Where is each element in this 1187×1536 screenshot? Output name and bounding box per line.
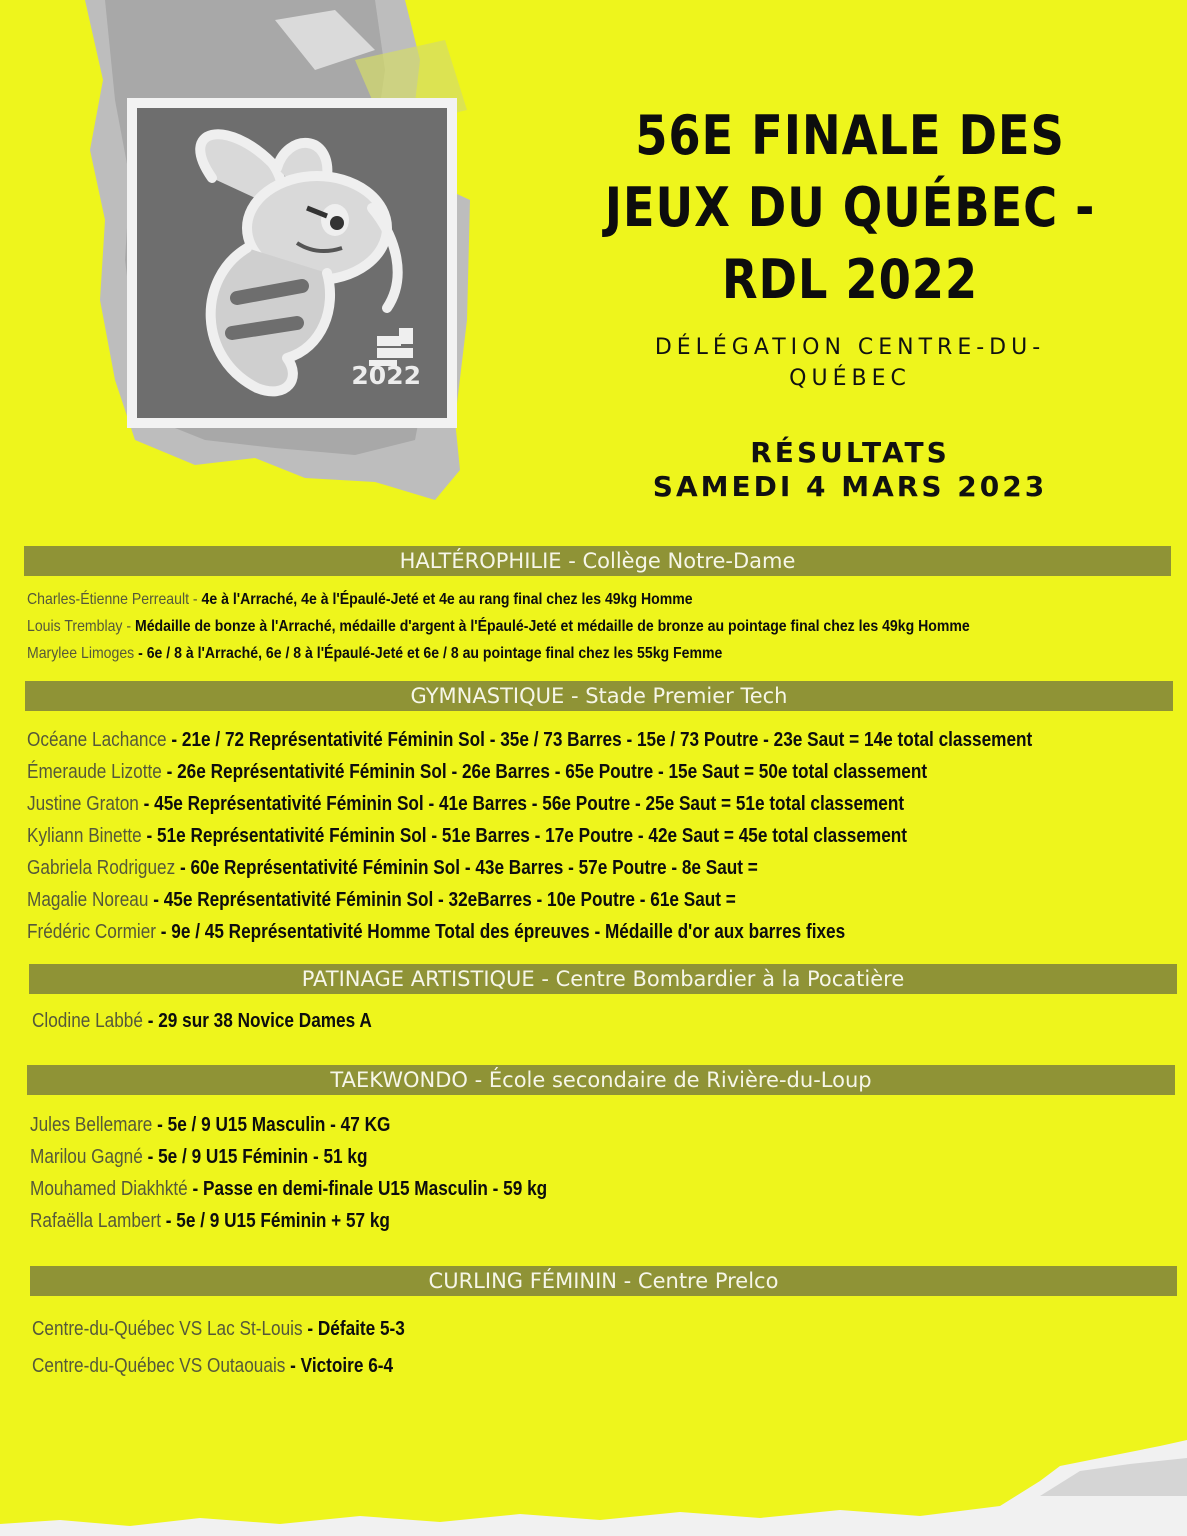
- title-line-1: 56E FINALE DES: [635, 104, 1065, 167]
- result-row: [27, 825, 907, 848]
- result-detail: - 5e / 9 U15 Féminin + 57 kg: [165, 1210, 390, 1232]
- result-detail: - 21e / 72 Représentativité Féminin Sol - 35e / 73 Barres - 15e / 73 Poutre - 23e Saut = 14e total classement: [171, 729, 1033, 751]
- result-row: [27, 921, 845, 944]
- result-row: [27, 761, 927, 784]
- results-line-1: RÉSULTATS: [750, 436, 950, 469]
- delegation-subtitle: [560, 332, 1140, 394]
- result-detail: - 6e / 8 à l'Arraché, 6e / 8 à l'Épaulé-Jeté et 6e / 8 au pointage final chez les 55kg Femme: [138, 645, 723, 662]
- athlete-name: Kyliann Binette: [27, 825, 147, 847]
- result-detail: Médaille de bonze à l'Arraché, médaille d'argent à l'Épaulé-Jeté et médaille de bronze au pointage final chez les 49kg Homme: [134, 618, 970, 635]
- section-header-gymnastique: GYMNASTIQUE - Stade Premier Tech: [25, 681, 1173, 711]
- result-row: [30, 1178, 547, 1201]
- athlete-name: Émeraude Lizotte: [27, 761, 167, 783]
- athlete-name: Louis Tremblay -: [27, 618, 135, 635]
- logo-panel: [137, 108, 447, 418]
- section-header-curling: CURLING FÉMININ - Centre Prelco: [30, 1266, 1177, 1296]
- athlete-name: Frédéric Cormier: [27, 921, 161, 943]
- match-result: - Défaite 5-3: [307, 1318, 405, 1340]
- results-date: SAMEDI 4 MARS 2023: [652, 470, 1048, 503]
- result-detail: - 60e Représentativité Féminin Sol - 43e Barres - 57e Poutre - 8e Saut =: [179, 857, 758, 879]
- result-row: [32, 1010, 372, 1033]
- title-line-3: RDL 2022: [721, 248, 979, 311]
- result-detail: - 29 sur 38 Novice Dames A: [147, 1010, 372, 1032]
- result-row: [32, 1355, 393, 1378]
- athlete-name: Mouhamed Diakhkté: [30, 1178, 193, 1200]
- match-result: - Victoire 6-4: [290, 1355, 394, 1377]
- result-detail: 4e à l'Arraché, 4e à l'Épaulé-Jeté et 4e au rang final chez les 49kg Homme: [201, 591, 693, 608]
- result-detail: - 9e / 45 Représentativité Homme Total des épreuves - Médaille d'or aux barres fixes: [160, 921, 846, 943]
- header: [560, 100, 1140, 504]
- section-header-taekwondo: TAEKWONDO - École secondaire de Rivière-du-Loup: [27, 1065, 1175, 1095]
- result-detail: - 5e / 9 U15 Féminin - 51 kg: [147, 1146, 368, 1168]
- section-header-halterophilie: HALTÉROPHILIE - Collège Notre-Dame: [24, 546, 1171, 576]
- athlete-name: Marilou Gagné: [30, 1146, 148, 1168]
- page-title: [601, 100, 1100, 316]
- result-row: [30, 1146, 367, 1169]
- section-header-patinage: PATINAGE ARTISTIQUE - Centre Bombardier à la Pocatière: [29, 964, 1177, 994]
- result-row: [27, 645, 722, 663]
- result-row: [32, 1318, 405, 1341]
- delegation-line-1: DÉLÉGATION CENTRE-DU-: [654, 335, 1046, 360]
- result-detail: - 51e Représentativité Féminin Sol - 51e Barres - 17e Poutre - 42e Saut = 45e total classement: [146, 825, 907, 847]
- logo-year: 2022: [351, 361, 421, 390]
- athlete-name: Marylee Limoges: [27, 645, 139, 662]
- result-detail: - Passe en demi-finale U15 Masculin - 59 kg: [192, 1178, 548, 1200]
- match-teams: Centre-du-Québec VS Outaouais: [32, 1355, 291, 1377]
- result-row: [30, 1114, 390, 1137]
- athlete-name: Charles-Étienne Perreault -: [27, 591, 202, 608]
- athlete-name: Clodine Labbé: [32, 1010, 148, 1032]
- result-detail: - 5e / 9 U15 Masculin - 47 KG: [157, 1114, 391, 1136]
- delegation-line-2: QUÉBEC: [789, 366, 911, 391]
- result-detail: - 45e Représentativité Féminin Sol - 41e Barres - 56e Poutre - 25e Saut = 51e total classement: [143, 793, 905, 815]
- result-row: [27, 729, 1032, 752]
- title-line-2: JEUX DU QUÉBEC -: [604, 176, 1096, 239]
- result-detail: - 26e Représentativité Féminin Sol - 26e Barres - 65e Poutre - 15e Saut = 50e total classement: [166, 761, 928, 783]
- result-row: [27, 618, 970, 636]
- result-row: [27, 889, 736, 912]
- results-heading: [560, 436, 1140, 504]
- result-detail: - 45e Représentativité Féminin Sol - 32eBarres - 10e Poutre - 61e Saut =: [153, 889, 736, 911]
- result-row: [27, 591, 693, 609]
- result-row: [27, 857, 758, 880]
- result-row: [30, 1210, 390, 1233]
- match-teams: Centre-du-Québec VS Lac St-Louis: [32, 1318, 308, 1340]
- athlete-name: Rafaëlla Lambert: [30, 1210, 166, 1232]
- athlete-name: Justine Graton: [27, 793, 144, 815]
- torn-paper-bottom-decoration: [0, 1436, 1187, 1536]
- games-logo: [127, 98, 457, 428]
- athlete-name: Gabriela Rodriguez: [27, 857, 180, 879]
- result-row: [27, 793, 904, 816]
- athlete-name: Jules Bellemare: [30, 1114, 158, 1136]
- athlete-name: Magalie Noreau: [27, 889, 154, 911]
- athlete-name: Océane Lachance: [27, 729, 172, 751]
